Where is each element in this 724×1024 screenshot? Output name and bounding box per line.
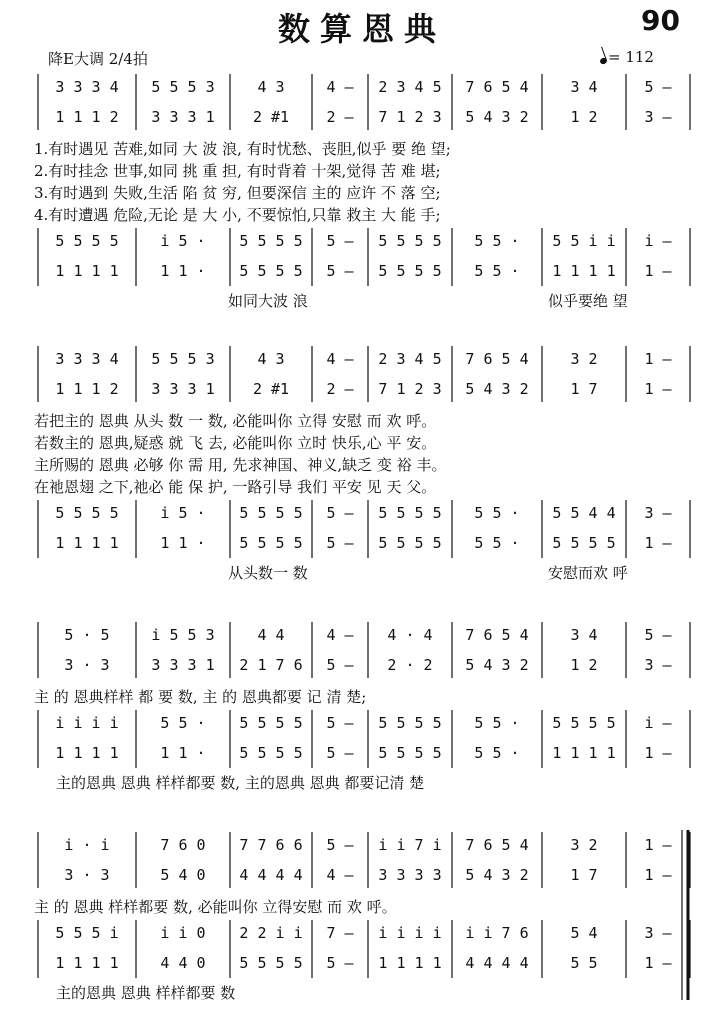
tenor-measure: 5 – (326, 714, 354, 732)
alto-measure: 5 4 0 (160, 866, 206, 884)
soprano-measure: 7 6 0 (160, 836, 206, 854)
bass-measure: 5 5 5 5 (239, 954, 303, 972)
bass-measure: 1 1 1 1 (378, 954, 442, 972)
alto-measure: 3 – (644, 108, 672, 126)
lower-lyric: 如同大波 浪 (228, 292, 308, 310)
tenor-measure: 5 5 5 5 (378, 232, 442, 250)
soprano-measure: i i 7 i (378, 836, 442, 854)
soprano-measure: 7 7 6 6 (239, 836, 303, 854)
soprano-measure: 2 3 4 5 (378, 350, 442, 368)
alto-measure: 7 1 2 3 (378, 108, 442, 126)
bass-measure: 5 5 5 5 (378, 744, 442, 762)
lyric-line: 3.有时遇到 失败,生活 陷 贫 穷, 但要深信 主的 应许 不 落 空; (34, 184, 441, 202)
lower-lyric: 似乎要绝 望 (548, 292, 628, 310)
lyric-line: 4.有时遭遇 危险,无论 是 大 小, 不要惊怕,只靠 救主 大 能 手; (34, 206, 441, 224)
bass-measure: 1 1 · (160, 744, 206, 762)
soprano-measure: 5 5 5 3 (151, 350, 215, 368)
lyric-line: 若数主的 恩典,疑惑 就 飞 去, 必能叫你 立时 快乐,心 平 安。 (34, 434, 437, 452)
alto-measure: 1 2 (570, 656, 598, 674)
alto-measure: 2 – (326, 108, 354, 126)
soprano-measure: 5 · 5 (64, 626, 110, 644)
alto-measure: 2 – (326, 380, 354, 398)
alto-measure: 1 7 (570, 380, 598, 398)
tenor-measure: 5 – (326, 504, 354, 522)
alto-measure: 5 4 3 2 (465, 108, 529, 126)
soprano-measure: i 5 5 3 (151, 626, 215, 644)
tenor-measure: 5 5 · (160, 714, 206, 732)
tenor-measure: 5 5 5 i (55, 924, 119, 942)
soprano-measure: 4 · 4 (387, 626, 433, 644)
lyric-line: 主所赐的 恩典 必够 你 需 用, 先求神国、神义,缺乏 变 裕 丰。 (34, 456, 447, 474)
alto-measure: 5 – (326, 656, 354, 674)
bass-measure: 5 5 5 5 (378, 262, 442, 280)
soprano-measure: 5 – (326, 836, 354, 854)
alto-measure: 3 3 3 1 (151, 108, 215, 126)
bass-measure: 1 1 1 1 (55, 262, 119, 280)
bass-measure: 5 5 · (474, 262, 520, 280)
alto-measure: 5 4 3 2 (465, 866, 529, 884)
tenor-measure: i i i i (378, 924, 442, 942)
bass-measure: 1 1 1 1 (55, 954, 119, 972)
bass-measure: 5 5 5 5 (552, 534, 616, 552)
tenor-measure: i – (644, 232, 672, 250)
soprano-measure: 7 6 5 4 (465, 836, 529, 854)
song-title: 数算恩典 (277, 10, 446, 48)
tenor-measure: 5 5 5 5 (239, 714, 303, 732)
tenor-measure: 5 – (326, 232, 354, 250)
lyric-line: 主 的 恩典样样 都 要 数, 主 的 恩典都要 记 清 楚; (34, 688, 367, 706)
lower-lyric: 从头数一 数 (228, 564, 308, 582)
soprano-measure: 3 3 3 4 (55, 78, 119, 96)
soprano-measure: 4 4 (257, 626, 285, 644)
bass-measure: 1 – (644, 262, 672, 280)
soprano-measure: 3 4 (570, 78, 598, 96)
alto-measure: 2 #1 (252, 108, 290, 126)
lyric-line: 1.有时遇见 苦难,如同 大 波 浪, 有时忧愁、丧胆,似乎 要 绝 望; (34, 140, 451, 158)
bass-measure: 5 – (326, 262, 354, 280)
soprano-measure: i · i (64, 836, 110, 854)
soprano-measure: 1 – (644, 350, 672, 368)
alto-measure: 1 – (644, 866, 672, 884)
alto-measure: 1 1 1 2 (55, 108, 119, 126)
alto-measure: 2 · 2 (387, 656, 433, 674)
soprano-measure: 4 – (326, 78, 354, 96)
tenor-measure: 5 5 5 5 (55, 232, 119, 250)
lyric-line: 若把主的 恩典 从头 数 一 数, 必能叫你 立得 安慰 而 欢 呼。 (34, 412, 437, 430)
tenor-measure: 5 5 5 5 (239, 504, 303, 522)
tenor-measure: 5 5 · (474, 714, 520, 732)
bass-measure: 5 5 5 5 (378, 534, 442, 552)
alto-measure: 4 4 4 4 (239, 866, 303, 884)
lyric-line: 在祂恩翅 之下,祂必 能 保 护, 一路引导 我们 平安 见 天 父。 (34, 478, 437, 496)
alto-measure: 5 4 3 2 (465, 380, 529, 398)
alto-measure: 1 2 (570, 108, 598, 126)
tenor-measure: i – (644, 714, 672, 732)
tenor-measure: 3 – (644, 924, 672, 942)
alto-measure: 3 · 3 (64, 866, 110, 884)
alto-measure: 3 · 3 (64, 656, 110, 674)
tenor-measure: 5 5 5 5 (378, 714, 442, 732)
key-signature: 降E大调 2/4拍 (48, 50, 148, 68)
bass-measure: 5 – (326, 744, 354, 762)
alto-measure: 5 4 3 2 (465, 656, 529, 674)
soprano-measure: 4 – (326, 350, 354, 368)
bass-measure: 1 1 · (160, 262, 206, 280)
soprano-measure: 3 2 (570, 350, 598, 368)
soprano-measure: 5 – (644, 78, 672, 96)
soprano-measure: 4 3 (257, 350, 285, 368)
tenor-measure: 5 5 4 4 (552, 504, 616, 522)
tenor-measure: 5 5 i i (552, 232, 616, 250)
bass-measure: 5 – (326, 534, 354, 552)
alto-measure: 3 – (644, 656, 672, 674)
tenor-measure: 5 5 5 5 (378, 504, 442, 522)
bass-measure: 1 1 1 1 (552, 744, 616, 762)
alto-measure: 4 – (326, 866, 354, 884)
bass-measure: 5 – (326, 954, 354, 972)
bass-measure: 1 – (644, 534, 672, 552)
bass-measure: 1 1 1 1 (552, 262, 616, 280)
bass-measure: 5 5 5 5 (239, 262, 303, 280)
alto-measure: 2 #1 (252, 380, 290, 398)
soprano-measure: 3 3 3 4 (55, 350, 119, 368)
lyric-line: 2.有时挂念 世事,如同 挑 重 担, 有时背着 十架,觉得 苦 难 堪; (34, 162, 441, 180)
soprano-measure: 7 6 5 4 (465, 626, 529, 644)
tenor-measure: 2 2 i i (239, 924, 303, 942)
tenor-measure: 5 5 · (474, 232, 520, 250)
soprano-measure: 7 6 5 4 (465, 78, 529, 96)
soprano-measure: 3 2 (570, 836, 598, 854)
tenor-measure: i i 7 6 (465, 924, 529, 942)
bass-measure: 5 5 · (474, 744, 520, 762)
alto-measure: 2 1 7 6 (239, 656, 303, 674)
bass-measure: 1 1 1 1 (55, 744, 119, 762)
tenor-measure: 3 – (644, 504, 672, 522)
alto-measure: 1 7 (570, 866, 598, 884)
alto-measure: 3 3 3 1 (151, 380, 215, 398)
alto-measure: 7 1 2 3 (378, 380, 442, 398)
alto-measure: 1 – (644, 380, 672, 398)
bass-measure: 1 1 · (160, 534, 206, 552)
bass-measure: 5 5 5 5 (239, 744, 303, 762)
lower-lyric: 主的恩典 恩典 样样都要 数 (56, 984, 236, 1002)
bass-measure: 1 – (644, 744, 672, 762)
lower-lyric: 主的恩典 恩典 样样都要 数, 主的恩典 恩典 都要记清 楚 (56, 774, 425, 792)
hymn-number: 90 (641, 4, 680, 37)
alto-measure: 3 3 3 1 (151, 656, 215, 674)
tenor-measure: 5 5 5 5 (239, 232, 303, 250)
soprano-measure: 4 – (326, 626, 354, 644)
tenor-measure: 5 5 5 5 (55, 504, 119, 522)
bass-measure: 4 4 4 4 (465, 954, 529, 972)
soprano-measure: 2 3 4 5 (378, 78, 442, 96)
tenor-measure: 5 5 · (474, 504, 520, 522)
bass-measure: 5 5 (570, 954, 598, 972)
bass-measure: 4 4 0 (160, 954, 206, 972)
tenor-measure: i i i i (55, 714, 119, 732)
tenor-measure: i 5 · (160, 504, 206, 522)
bass-measure: 5 5 · (474, 534, 520, 552)
soprano-measure: 5 – (644, 626, 672, 644)
tenor-measure: 5 5 5 5 (552, 714, 616, 732)
tenor-measure: 5 4 (570, 924, 598, 942)
alto-measure: 3 3 3 3 (378, 866, 442, 884)
lyric-line: 主 的 恩典 样样都要 数, 必能叫你 立得安慰 而 欢 呼。 (34, 898, 397, 916)
soprano-measure: 7 6 5 4 (465, 350, 529, 368)
soprano-measure: 3 4 (570, 626, 598, 644)
soprano-measure: 5 5 5 3 (151, 78, 215, 96)
bass-measure: 1 1 1 1 (55, 534, 119, 552)
bass-measure: 1 – (644, 954, 672, 972)
tenor-measure: i i 0 (160, 924, 206, 942)
lower-lyric: 安慰而欢 呼 (548, 564, 628, 582)
tenor-measure: 7 – (326, 924, 354, 942)
tenor-measure: i 5 · (160, 232, 206, 250)
soprano-measure: 4 3 (257, 78, 285, 96)
soprano-measure: 1 – (644, 836, 672, 854)
alto-measure: 1 1 1 2 (55, 380, 119, 398)
bass-measure: 5 5 5 5 (239, 534, 303, 552)
tempo-value: = 112 (608, 48, 654, 66)
